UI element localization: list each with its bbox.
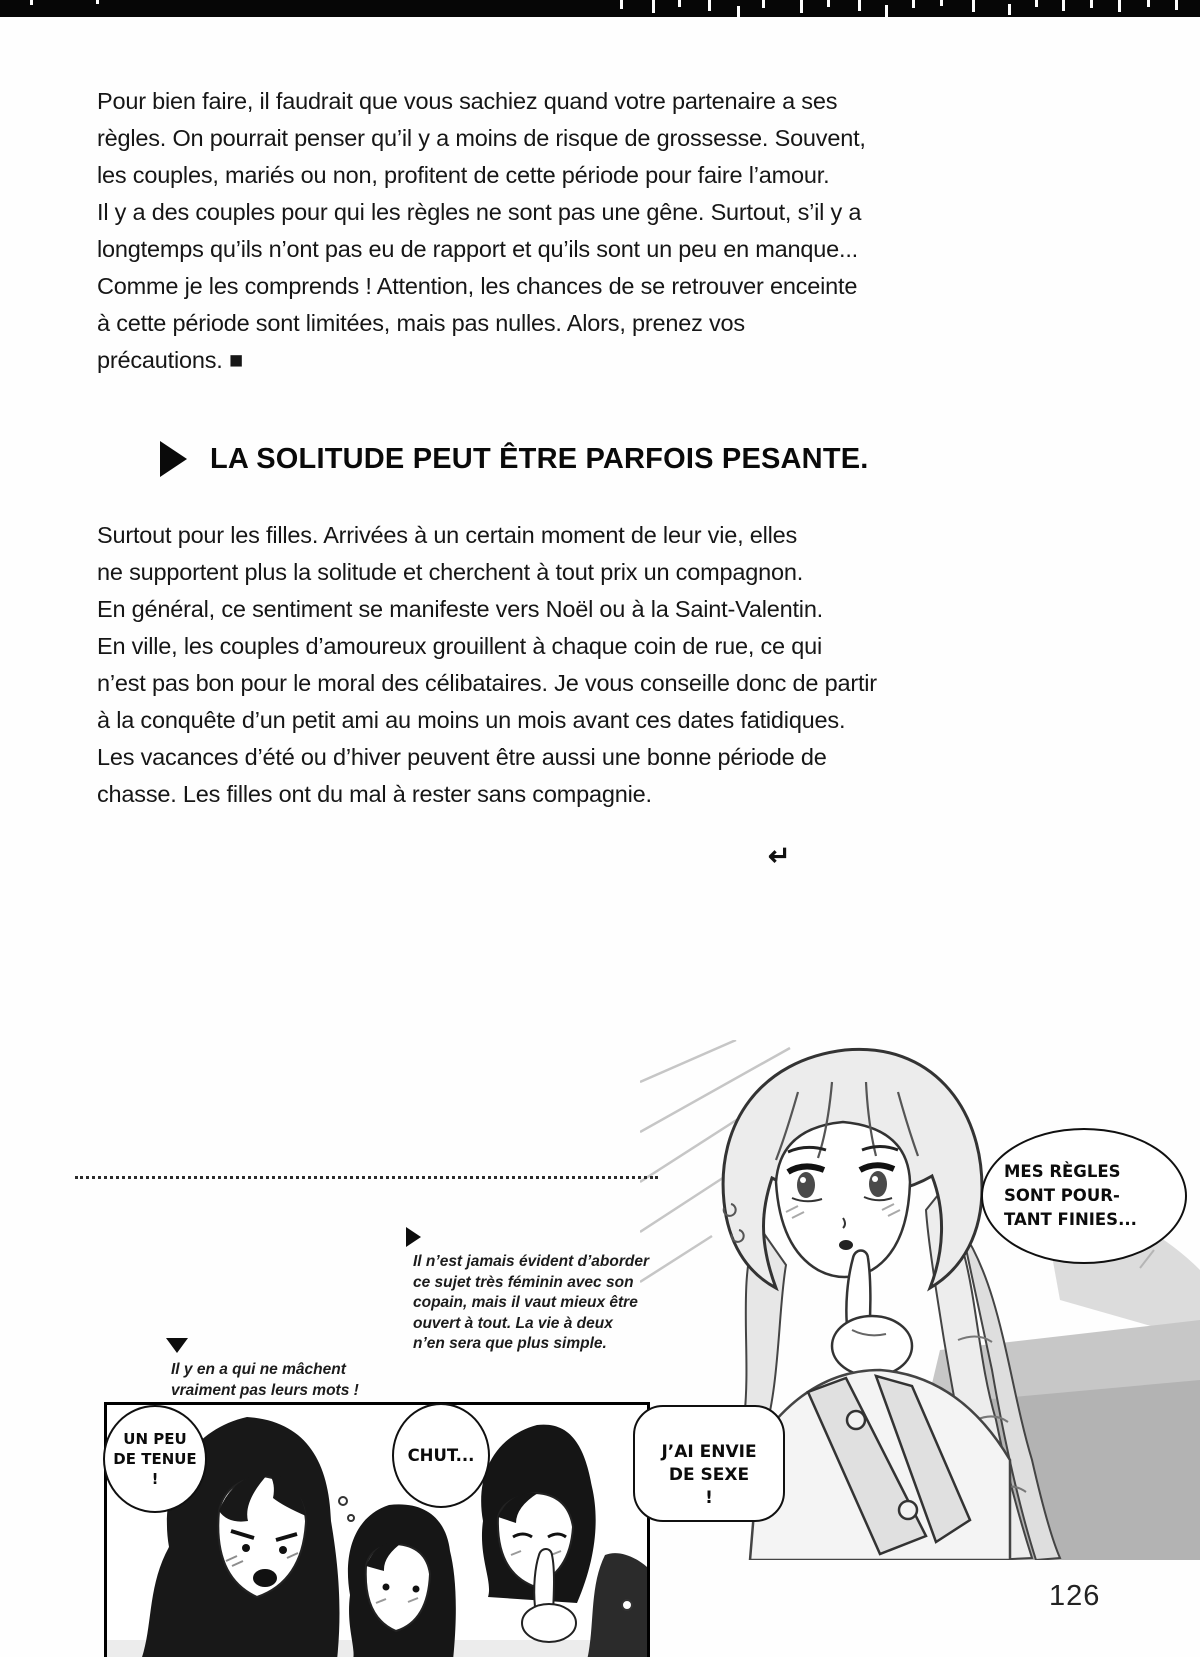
bubble-line: TANT FINIES... [1004,1210,1137,1229]
text-line: ne supportent plus la solitude et cherchent à tout prix un compagnon. [97,559,804,585]
text-line: chasse. Les filles ont du mal à rester sans compagnie. [97,781,652,807]
bubble-line: UN PEU [123,1430,187,1448]
dotted-divider [75,1176,658,1179]
bubble-line: CHUT... [407,1445,475,1465]
page-number: 126 [1049,1580,1101,1612]
paragraph-solitude [97,517,877,813]
paragraph-rules [97,83,866,379]
text-line: longtemps qu’ils n’ont pas eu de rapport et qu’ils sont un peu en manque... [97,236,859,262]
text-line: Les vacances d’été ou d’hiver peuvent être aussi une bonne période de [97,744,827,770]
caption-line: copain, mais il vaut mieux être [413,1294,638,1312]
speech-bubble-un-peu-de-tenue [103,1405,207,1513]
text-line: En ville, les couples d’amoureux grouillent à chaque coin de rue, ce qui [97,633,822,659]
top-crop-band [0,0,1200,17]
triangle-right-icon [406,1227,421,1247]
return-arrow-icon: ↵ [768,841,791,871]
text-line: n’est pas bon pour le moral des célibataires. Je vous conseille donc de partir [97,670,877,696]
bubble-line: DE SEXE [668,1465,750,1485]
text-line: règles. On pourrait penser qu’il y a moins de risque de grossesse. Souvent, [97,125,866,151]
text-line-end-square: précautions. ■ [97,347,243,373]
text-line: les couples, mariés ou non, profitent de cette période pour faire l’amour. [97,162,830,188]
bubble-line: J’AI ENVIE [661,1442,757,1462]
text-line: En général, ce sentiment se manifeste vers Noël ou à la Saint-Valentin. [97,596,824,622]
section-heading [160,441,869,477]
caption-line: Il y en a qui ne mâchent [171,1361,346,1378]
bubble-line: MES RÈGLES [1004,1162,1121,1181]
caption-line: ouvert à tout. La vie à deux [413,1314,613,1332]
text-line: Comme je les comprends ! Attention, les chances de se retrouver enceinte [97,273,858,299]
speech-bubble-mes-regles [981,1128,1187,1264]
bubble-line: ! [151,1470,159,1488]
text-line: Pour bien faire, il faudrait que vous sachiez quand votre partenaire a ses [97,88,838,114]
bubble-line: DE TENUE [113,1450,197,1468]
photo-caption-left [171,1360,359,1401]
section-heading-text: LA SOLITUDE PEUT ÊTRE PARFOIS PESANTE. [210,442,869,475]
bubble-line: ! [705,1488,713,1508]
text-line: à cette période sont limitées, mais pas nulles. Alors, prenez vos [97,310,745,336]
caption-line: n’en sera que plus simple. [413,1335,607,1353]
caption-line: vraiment pas leurs mots ! [171,1381,359,1399]
caption-line: Il n’est jamais évident d’aborder [413,1253,650,1270]
triangle-right-icon [160,441,187,477]
caption-line: ce sujet très féminin avec son [413,1273,634,1291]
speech-bubble-chut [392,1403,490,1508]
photo-caption-right [413,1252,649,1355]
bubble-line: SONT POUR- [1004,1186,1120,1205]
speech-bubble-jai-envie [633,1405,785,1522]
text-line: Surtout pour les filles. Arrivées à un certain moment de leur vie, elles [97,522,798,548]
text-line: à la conquête d’un petit ami au moins un mois avant ces dates fatidiques. [97,707,846,733]
triangle-down-icon [166,1338,188,1353]
text-line: Il y a des couples pour qui les règles ne sont pas une gêne. Surtout, s’il y a [97,199,862,225]
